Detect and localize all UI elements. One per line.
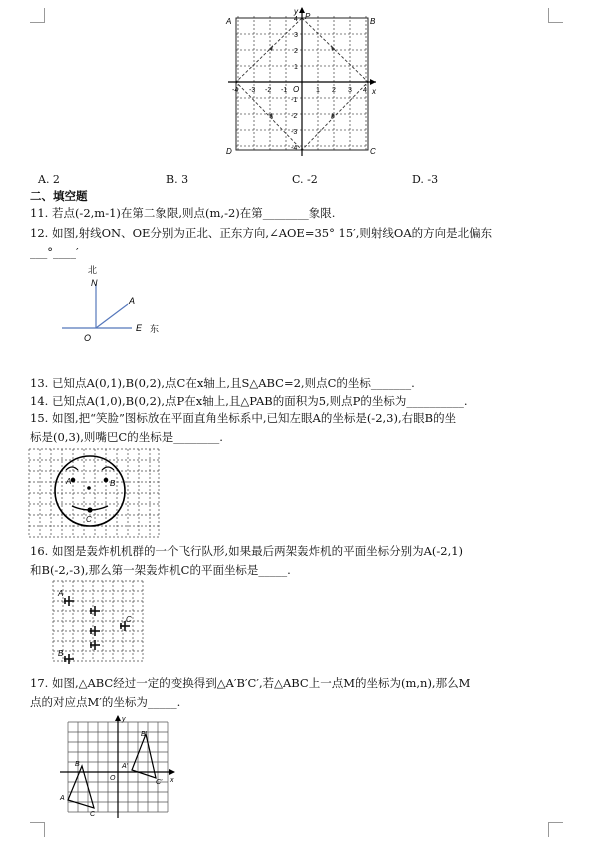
x-tick: 4 bbox=[363, 87, 367, 94]
x-tick: -3 bbox=[249, 87, 256, 94]
y-tick: 3 bbox=[294, 32, 298, 39]
question-14: 14. 已知点A(1,0),B(0,2),点P在x轴上,且△PAB的面积为5,则点P的坐标为__________. bbox=[30, 394, 468, 408]
corner-mark-bottom-left bbox=[30, 822, 45, 837]
plane-label-C: C bbox=[126, 615, 132, 624]
corner-label-A: A bbox=[226, 17, 232, 26]
vertex-label-A-prime: A′ bbox=[122, 763, 128, 770]
label-east-cn: 东 bbox=[150, 324, 160, 334]
corner-label-D: D bbox=[226, 147, 232, 156]
figure-smiley-face bbox=[28, 448, 160, 540]
question-12-line1: 12. 如图,射线ON、OE分别为正北、正东方向,∠AOE=35° 15′,则射线OA的方向是北偏东 bbox=[30, 226, 493, 240]
x-tick: 3 bbox=[348, 87, 352, 94]
bomber-plane-icon bbox=[64, 654, 74, 664]
x-tick: -2 bbox=[265, 87, 272, 94]
y-tick: -4 bbox=[291, 145, 298, 152]
label-N: N bbox=[91, 278, 98, 288]
label-O: O bbox=[84, 333, 92, 343]
x-tick: 2 bbox=[332, 87, 336, 94]
y-tick: -3 bbox=[291, 129, 298, 136]
bomber-plane-icon bbox=[90, 626, 100, 636]
question-15-line1: 15. 如图,把“笑脸”图标放在平面直角坐标系中,已知左眼A的坐标是(-2,3),右眼B的坐 bbox=[30, 411, 457, 425]
label-A: A bbox=[129, 296, 136, 306]
figure-triangle-transform bbox=[56, 712, 180, 820]
corner-label-B: B bbox=[370, 17, 376, 26]
point-label-P: P bbox=[305, 12, 311, 21]
plane-label-B: B bbox=[58, 649, 64, 658]
question-17-line2: 点的对应点M′的坐标为_____. bbox=[30, 695, 181, 709]
question-11: 11. 若点(-2,m-1)在第二象限,则点(m,-2)在第________象限. bbox=[30, 206, 336, 220]
choice-a: A. 2 bbox=[38, 173, 60, 186]
section-title: 二、填空题 bbox=[30, 189, 88, 203]
axis-label-x: x bbox=[170, 777, 174, 784]
bomber-plane-icon bbox=[90, 606, 100, 616]
y-tick: 1 bbox=[294, 64, 298, 71]
y-tick: 4 bbox=[294, 16, 298, 23]
axis-label-y: y bbox=[122, 716, 126, 723]
question-17-line1: 17. 如图,△ABC经过一定的变换得到△A′B′C′,若△ABC上一点M的坐标为(m,n),那么M bbox=[30, 676, 471, 690]
figure-direction-rays bbox=[62, 262, 182, 354]
question-13: 13. 已知点A(0,1),B(0,2),点C在x轴上,且S△ABC=2,则点C的坐标_______. bbox=[30, 376, 415, 390]
corner-label-C: C bbox=[370, 147, 376, 156]
figure-coordinate-diamond bbox=[222, 4, 382, 160]
label-E: E bbox=[136, 323, 143, 333]
origin-label: O bbox=[293, 85, 300, 94]
bomber-plane-icon bbox=[90, 640, 100, 650]
vertex-label-C-prime: C′ bbox=[156, 779, 163, 786]
vertex-label-B: B bbox=[75, 761, 80, 768]
vertex-label-B-prime: B′ bbox=[141, 731, 147, 738]
bomber-plane-icon bbox=[64, 596, 74, 606]
question-15-line2: 标是(0,3),则嘴巴C的坐标是________. bbox=[30, 430, 223, 444]
vertex-label-A: A bbox=[60, 795, 65, 802]
label-north-cn: 北 bbox=[88, 265, 98, 275]
choice-d: D. -3 bbox=[412, 173, 439, 186]
question-16-line1: 16. 如图是轰炸机机群的一个飞行队形,如果最后两架轰炸机的平面坐标分别为A(-2,1) bbox=[30, 544, 464, 558]
corner-mark-top-left bbox=[30, 8, 45, 23]
corner-mark-bottom-right bbox=[548, 822, 563, 837]
y-tick: -2 bbox=[291, 113, 298, 120]
plane-label-A: A bbox=[58, 589, 64, 598]
axis-label-x: x bbox=[372, 87, 376, 96]
question-12-line2: ___°____′ bbox=[30, 245, 79, 259]
eye-label-B: B bbox=[110, 479, 116, 488]
question-16-line2: 和B(-2,-3),那么第一架轰炸机C的平面坐标是_____. bbox=[30, 563, 291, 577]
y-tick: 2 bbox=[294, 48, 298, 55]
x-tick: -4 bbox=[232, 87, 239, 94]
corner-mark-top-right bbox=[548, 8, 563, 23]
x-tick: 1 bbox=[316, 87, 320, 94]
figure-bomber-formation bbox=[52, 580, 144, 666]
axis-label-y: y bbox=[294, 7, 298, 16]
origin-label: O bbox=[110, 775, 116, 782]
x-tick: -1 bbox=[281, 87, 288, 94]
mouth-label-C: C bbox=[86, 515, 92, 524]
choice-c: C. -2 bbox=[292, 173, 318, 186]
choice-b: B. 3 bbox=[166, 173, 189, 186]
eye-label-A: A bbox=[66, 477, 72, 486]
vertex-label-C: C bbox=[90, 811, 96, 818]
y-tick: -1 bbox=[291, 97, 298, 104]
